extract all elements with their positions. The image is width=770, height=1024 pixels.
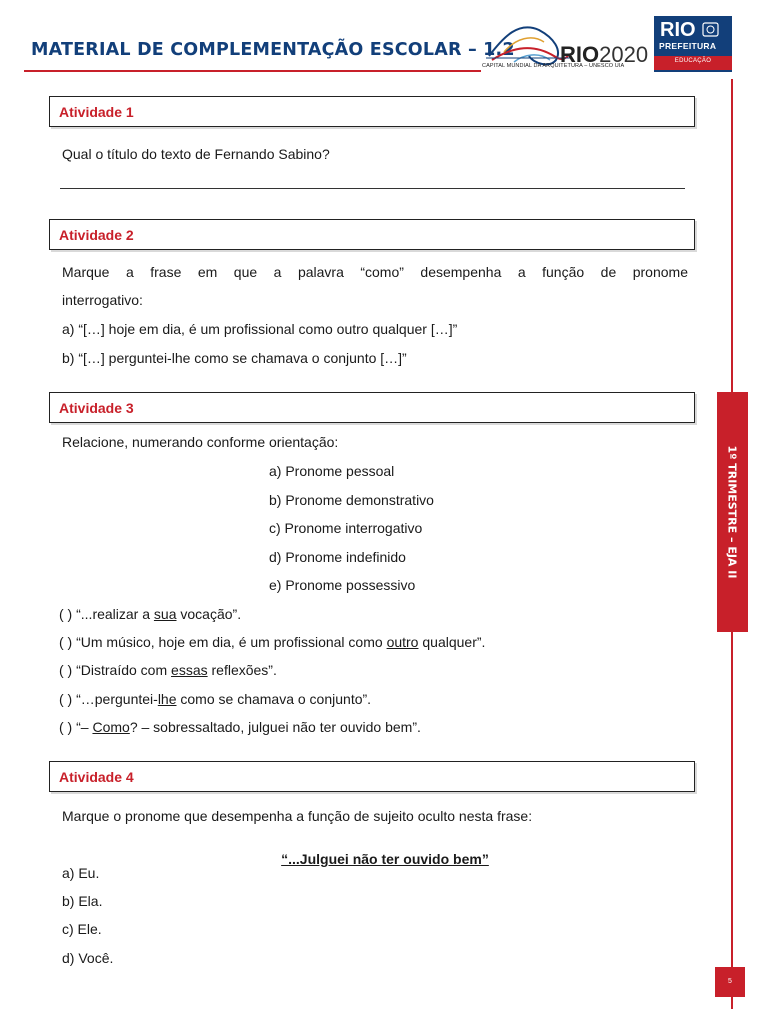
- activity2-option-b[interactable]: b) “[…] perguntei-lhe como se chamava o conjunto […]”: [62, 350, 407, 366]
- activity3-key: b) Pronome demonstrativo: [269, 492, 434, 508]
- crest-icon: [702, 22, 719, 37]
- activity3-key: c) Pronome interrogativo: [269, 520, 423, 536]
- activity4-prompt: Marque o pronome que desempenha a função de sujeito oculto nesta frase:: [62, 808, 533, 824]
- activity4-title: Atividade 4: [59, 769, 134, 785]
- activity4-option-d[interactable]: d) Você.: [62, 950, 114, 966]
- activity3-key: a) Pronome pessoal: [269, 463, 395, 479]
- activity2-title: Atividade 2: [59, 227, 134, 243]
- activity4-option-b[interactable]: b) Ela.: [62, 893, 103, 909]
- rio2020-subtitle: CAPITAL MUNDIAL DA ARQUITETURA – UNESCO UIA: [482, 63, 625, 69]
- answer-blank[interactable]: ( ): [59, 662, 73, 678]
- activity3-item[interactable]: ( ) “– Como? – sobressaltado, julguei não ter ouvido bem”.: [59, 719, 421, 735]
- activity2-prompt: Marque a frase em que a palavra “como” desempenha a função de pronome: [62, 264, 688, 280]
- educacao-text: EDUCAÇÃO: [674, 58, 712, 64]
- activity1-title: Atividade 1: [59, 104, 134, 120]
- activity3-header: [49, 392, 695, 423]
- activity3-item[interactable]: ( ) “Um músico, hoje em dia, é um profissional como outro qualquer”.: [59, 634, 486, 650]
- document-title: MATERIAL DE COMPLEMENTAÇÃO ESCOLAR – 1.2: [31, 40, 515, 60]
- answer-blank[interactable]: ( ): [59, 606, 73, 622]
- prefeitura-rio-text: RIO: [660, 19, 696, 41]
- side-tab-label: 1º TRIMESTRE – EJA II: [725, 445, 739, 579]
- activity2-option-a[interactable]: a) “[…] hoje em dia, é um profissional como outro qualquer […]”: [62, 321, 458, 337]
- activity3-prompt: Relacione, numerando conforme orientação:: [62, 434, 339, 450]
- activity1-header: [49, 96, 695, 127]
- activity3-item[interactable]: ( ) “Distraído com essas reflexões”.: [59, 662, 277, 678]
- header-rule: [24, 70, 481, 72]
- activity3-item[interactable]: ( ) “...realizar a sua vocação”.: [59, 606, 242, 622]
- answer-line[interactable]: [60, 188, 685, 189]
- activity4-option-c[interactable]: c) Ele.: [62, 921, 102, 937]
- activity3-key: d) Pronome indefinido: [269, 549, 406, 565]
- activity4-quote: “...Julguei não ter ouvido bem”: [281, 851, 489, 867]
- activity1-question: Qual o título do texto de Fernando Sabino?: [62, 146, 330, 162]
- page-number: 5: [715, 967, 745, 997]
- answer-blank[interactable]: ( ): [59, 634, 73, 650]
- activity3-title: Atividade 3: [59, 400, 134, 416]
- activity2-header: [49, 219, 695, 250]
- answer-blank[interactable]: ( ): [59, 691, 73, 707]
- answer-blank[interactable]: ( ): [59, 719, 73, 735]
- activity2-prompt-cont: interrogativo:: [62, 292, 143, 308]
- activity4-option-a[interactable]: a) Eu.: [62, 865, 100, 881]
- activity3-item[interactable]: ( ) “…perguntei-lhe como se chamava o conjunto”.: [59, 691, 372, 707]
- activity4-header: [49, 761, 695, 792]
- activity3-key: e) Pronome possessivo: [269, 577, 416, 593]
- prefeitura-text: PREFEITURA: [659, 41, 717, 51]
- rio2020-wordmark: RIO2020: [560, 42, 649, 67]
- prefeitura-logo: [654, 16, 732, 72]
